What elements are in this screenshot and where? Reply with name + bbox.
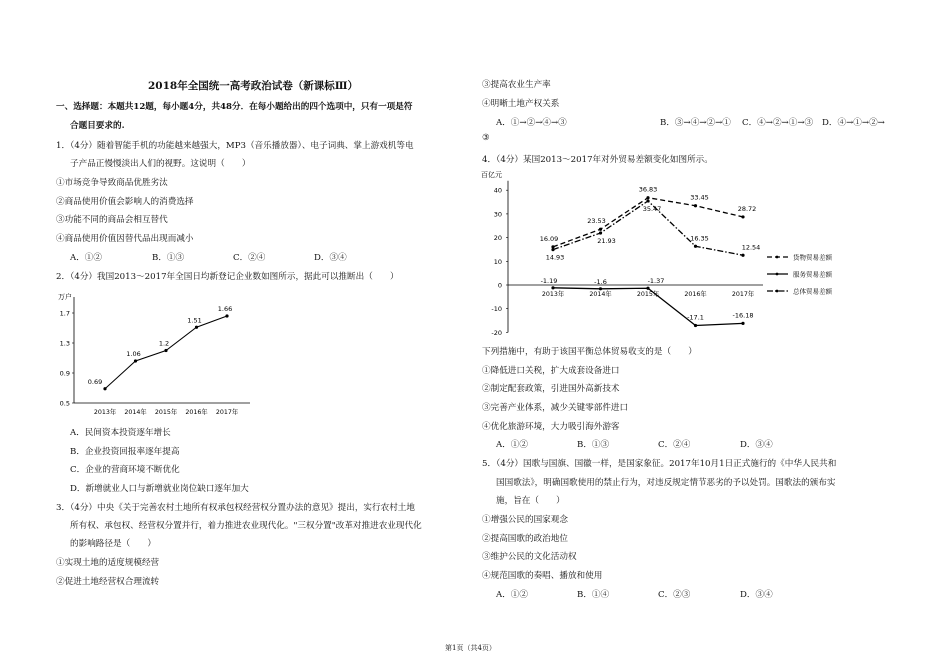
data-point	[646, 287, 649, 290]
q5-option-b[interactable]: B．①④	[577, 590, 610, 600]
y-axis-label: 万户	[58, 293, 72, 301]
data-label: -16.18	[732, 311, 754, 320]
q3-item: ①实现土地的适度规模经营	[56, 558, 160, 568]
q1-option-a[interactable]: A．①②	[70, 253, 102, 263]
legend-label: 总体贸易差额	[793, 287, 832, 296]
y-tick-label: -10	[491, 305, 502, 314]
section-heading-line1: 一、选择题：本题共12题，每小题4分，共48分．在每小题给出的四个选项中，只有一项是符	[56, 102, 413, 112]
y-tick-label: 0.5	[59, 399, 70, 408]
q4-stem: 4．（4分）某国2013～2017年对外贸易差额变化如图所示。	[482, 155, 713, 165]
q4-item: ④优化旅游环境，大力吸引海外游客	[482, 422, 620, 432]
q5-item: ①增强公民的国家观念	[482, 515, 568, 525]
series-line	[105, 316, 227, 389]
legend-marker	[776, 273, 779, 276]
q3-stem-line2: 所有权、承包权、经营权分置并行，着力推进农业现代化。"三权分置"改革对推进农业现代化	[70, 521, 422, 531]
q5-stem-line2: 国国歌法》，明确国歌使用的禁止行为，对违反规定情节恶劣的予以处罚。国歌法的颁布实	[496, 478, 836, 488]
q2-option-d[interactable]: D．新增就业人口与新增就业岗位缺口逐年加大	[70, 484, 249, 494]
y-tick-label: 1.7	[59, 309, 70, 318]
y-tick-label: 10	[493, 257, 502, 266]
data-label: -1.6	[594, 277, 607, 286]
q2-stem: 2．（4分）我国2013～2017年全国日均新登记企业数如图所示，据此可以推断出（ ）	[56, 272, 399, 282]
data-point	[741, 322, 744, 325]
q3-option-d-tail: ③	[482, 133, 490, 143]
q5-item: ②提高国歌的政治地位	[482, 534, 568, 544]
q4-trade-chart	[475, 165, 850, 340]
data-point	[225, 314, 228, 317]
q5-option-a[interactable]: A．①②	[496, 590, 528, 600]
data-label: 1.2	[158, 339, 170, 348]
data-point	[134, 359, 137, 362]
data-label: 21.93	[597, 237, 616, 246]
q1-item: ②商品使用价值会影响人的消费选择	[56, 197, 194, 207]
data-label: 35.47	[642, 204, 662, 213]
q3-option-c[interactable]: C．④→②→①→③	[742, 118, 814, 128]
y-tick-label: -20	[491, 328, 502, 337]
q3-stem-line1: 3．（4分）中央《关于完善农村土地所有权承包权经营权分置办法的意见》提出，实行农村土地	[56, 503, 415, 513]
q1-option-b[interactable]: B．①③	[152, 253, 185, 263]
legend-marker	[776, 256, 779, 259]
x-tick-label: 2015年	[154, 409, 178, 416]
data-point	[741, 215, 744, 218]
x-tick-label: 2016年	[185, 409, 208, 416]
data-point	[599, 231, 602, 234]
q5-item: ③维护公民的文化活动权	[482, 552, 577, 562]
data-label: -17.1	[687, 313, 704, 322]
data-point	[694, 204, 697, 207]
q3-stem-line3: 的影响路径是（ ）	[70, 539, 156, 549]
data-label: 33.45	[690, 193, 709, 202]
data-point	[694, 245, 697, 248]
data-point	[741, 254, 744, 257]
q1-item: ③功能不同的商品会相互替代	[56, 215, 168, 225]
legend-label: 货物贸易差额	[793, 253, 832, 262]
q4-option-a[interactable]: A．①②	[496, 440, 528, 450]
data-label: 1.51	[187, 316, 202, 325]
q1-item: ①市场竞争导致商品优胜劣汰	[56, 178, 168, 188]
data-label: 16.35	[690, 234, 709, 243]
y-tick-label: 0.9	[59, 369, 70, 378]
data-point	[551, 286, 554, 289]
data-label: 12.54	[741, 243, 761, 252]
x-tick-label: 2013年	[541, 291, 565, 298]
page-footer: 第1页（共4页）	[445, 644, 496, 652]
data-point	[646, 196, 649, 199]
y-tick-label: 1.3	[59, 339, 70, 348]
data-point	[164, 349, 167, 352]
data-point	[103, 387, 106, 390]
q1-item: ④商品使用价值因替代品出现而减小	[56, 234, 194, 244]
y-tick-label: 20	[493, 234, 502, 243]
q3-option-b[interactable]: B．③→④→②→①	[660, 118, 731, 128]
q5-item: ④规范国歌的奏唱、播放和使用	[482, 571, 603, 581]
data-label: -1.19	[540, 276, 558, 285]
data-label: 14.93	[545, 253, 565, 262]
y-axis-label: 百亿元	[481, 171, 502, 179]
q3-item: ④明晰土地产权关系	[482, 99, 560, 109]
x-tick-label: 2017年	[731, 291, 755, 298]
x-tick-label: 2015年	[636, 291, 660, 298]
q2-option-a[interactable]: A．民间资本投资逐年增长	[70, 428, 171, 438]
data-point	[599, 228, 602, 231]
q1-stem-line2: 子产品正慢慢淡出人们的视野。这说明（ ）	[70, 159, 251, 169]
y-tick-label: 30	[493, 210, 502, 219]
q1-option-d[interactable]: D．③④	[314, 253, 347, 263]
q4-option-c[interactable]: C．②④	[658, 440, 691, 450]
q4-option-d[interactable]: D．③④	[740, 440, 773, 450]
data-label: 0.69	[87, 377, 103, 386]
q5-stem-line1: 5．（4分）国歌与国旗、国徽一样，是国家象征。2017年10月1日正式施行的《中华人民共和	[482, 459, 837, 469]
data-point	[195, 326, 198, 329]
data-point	[646, 199, 649, 202]
data-point	[551, 245, 554, 248]
q2-line-chart	[50, 285, 260, 420]
q4-lead: 下列措施中，有助于该国平衡总体贸易收支的是（ ）	[482, 347, 697, 357]
data-label: 36.83	[638, 185, 658, 194]
data-label: -1.37	[647, 277, 665, 286]
data-label: 16.09	[539, 234, 559, 243]
x-tick-label: 2016年	[684, 291, 707, 298]
data-point	[551, 248, 554, 251]
data-label: 23.53	[587, 217, 606, 226]
data-point	[599, 287, 602, 290]
legend-marker	[776, 290, 779, 293]
q5-option-c[interactable]: C．②③	[658, 590, 691, 600]
y-tick-label: 40	[493, 186, 502, 195]
q3-option-d[interactable]: D．④→①→②→	[822, 118, 885, 128]
x-tick-label: 2014年	[589, 291, 612, 298]
q4-item: ②制定配套政策，引进国外高新技术	[482, 384, 620, 394]
q4-option-b[interactable]: B．①③	[577, 440, 610, 450]
x-tick-label: 2013年	[93, 409, 117, 416]
x-tick-label: 2014年	[124, 409, 147, 416]
data-point	[694, 324, 697, 327]
x-tick-label: 2017年	[215, 409, 239, 416]
q3-option-a[interactable]: A．①→②→④→③	[496, 118, 567, 128]
data-label: 1.66	[217, 305, 233, 313]
q2-option-c[interactable]: C．企业的营商环境不断优化	[70, 465, 180, 475]
q4-item: ③完善产业体系，减少关键零部件进口	[482, 403, 629, 413]
y-tick-label: 0	[497, 281, 502, 290]
section-heading-line2: 合题目要求的.	[70, 121, 125, 131]
q1-stem-line1: 1．（4分）随着智能手机的功能越来越强大，MP3（音乐播放器）、电子词典、掌上游戏机等电	[56, 141, 414, 151]
q5-stem-line3: 施，旨在（ ）	[496, 496, 565, 506]
q3-item: ②促进土地经营权合理流转	[56, 577, 160, 587]
data-label: 28.72	[737, 204, 757, 213]
data-label: 1.06	[126, 350, 141, 358]
page-title: 2018年全国统一高考政治试卷（新课标Ⅲ）	[148, 80, 359, 92]
q3-item: ③提高农业生产率	[482, 80, 551, 90]
q2-option-b[interactable]: B．企业投资回报率逐年提高	[70, 447, 180, 457]
q5-option-d[interactable]: D．③④	[740, 590, 773, 600]
legend-label: 服务贸易差额	[793, 270, 832, 279]
q4-item: ①降低进口关税，扩大成套设备进口	[482, 366, 620, 376]
q1-option-c[interactable]: C．②④	[233, 253, 266, 263]
